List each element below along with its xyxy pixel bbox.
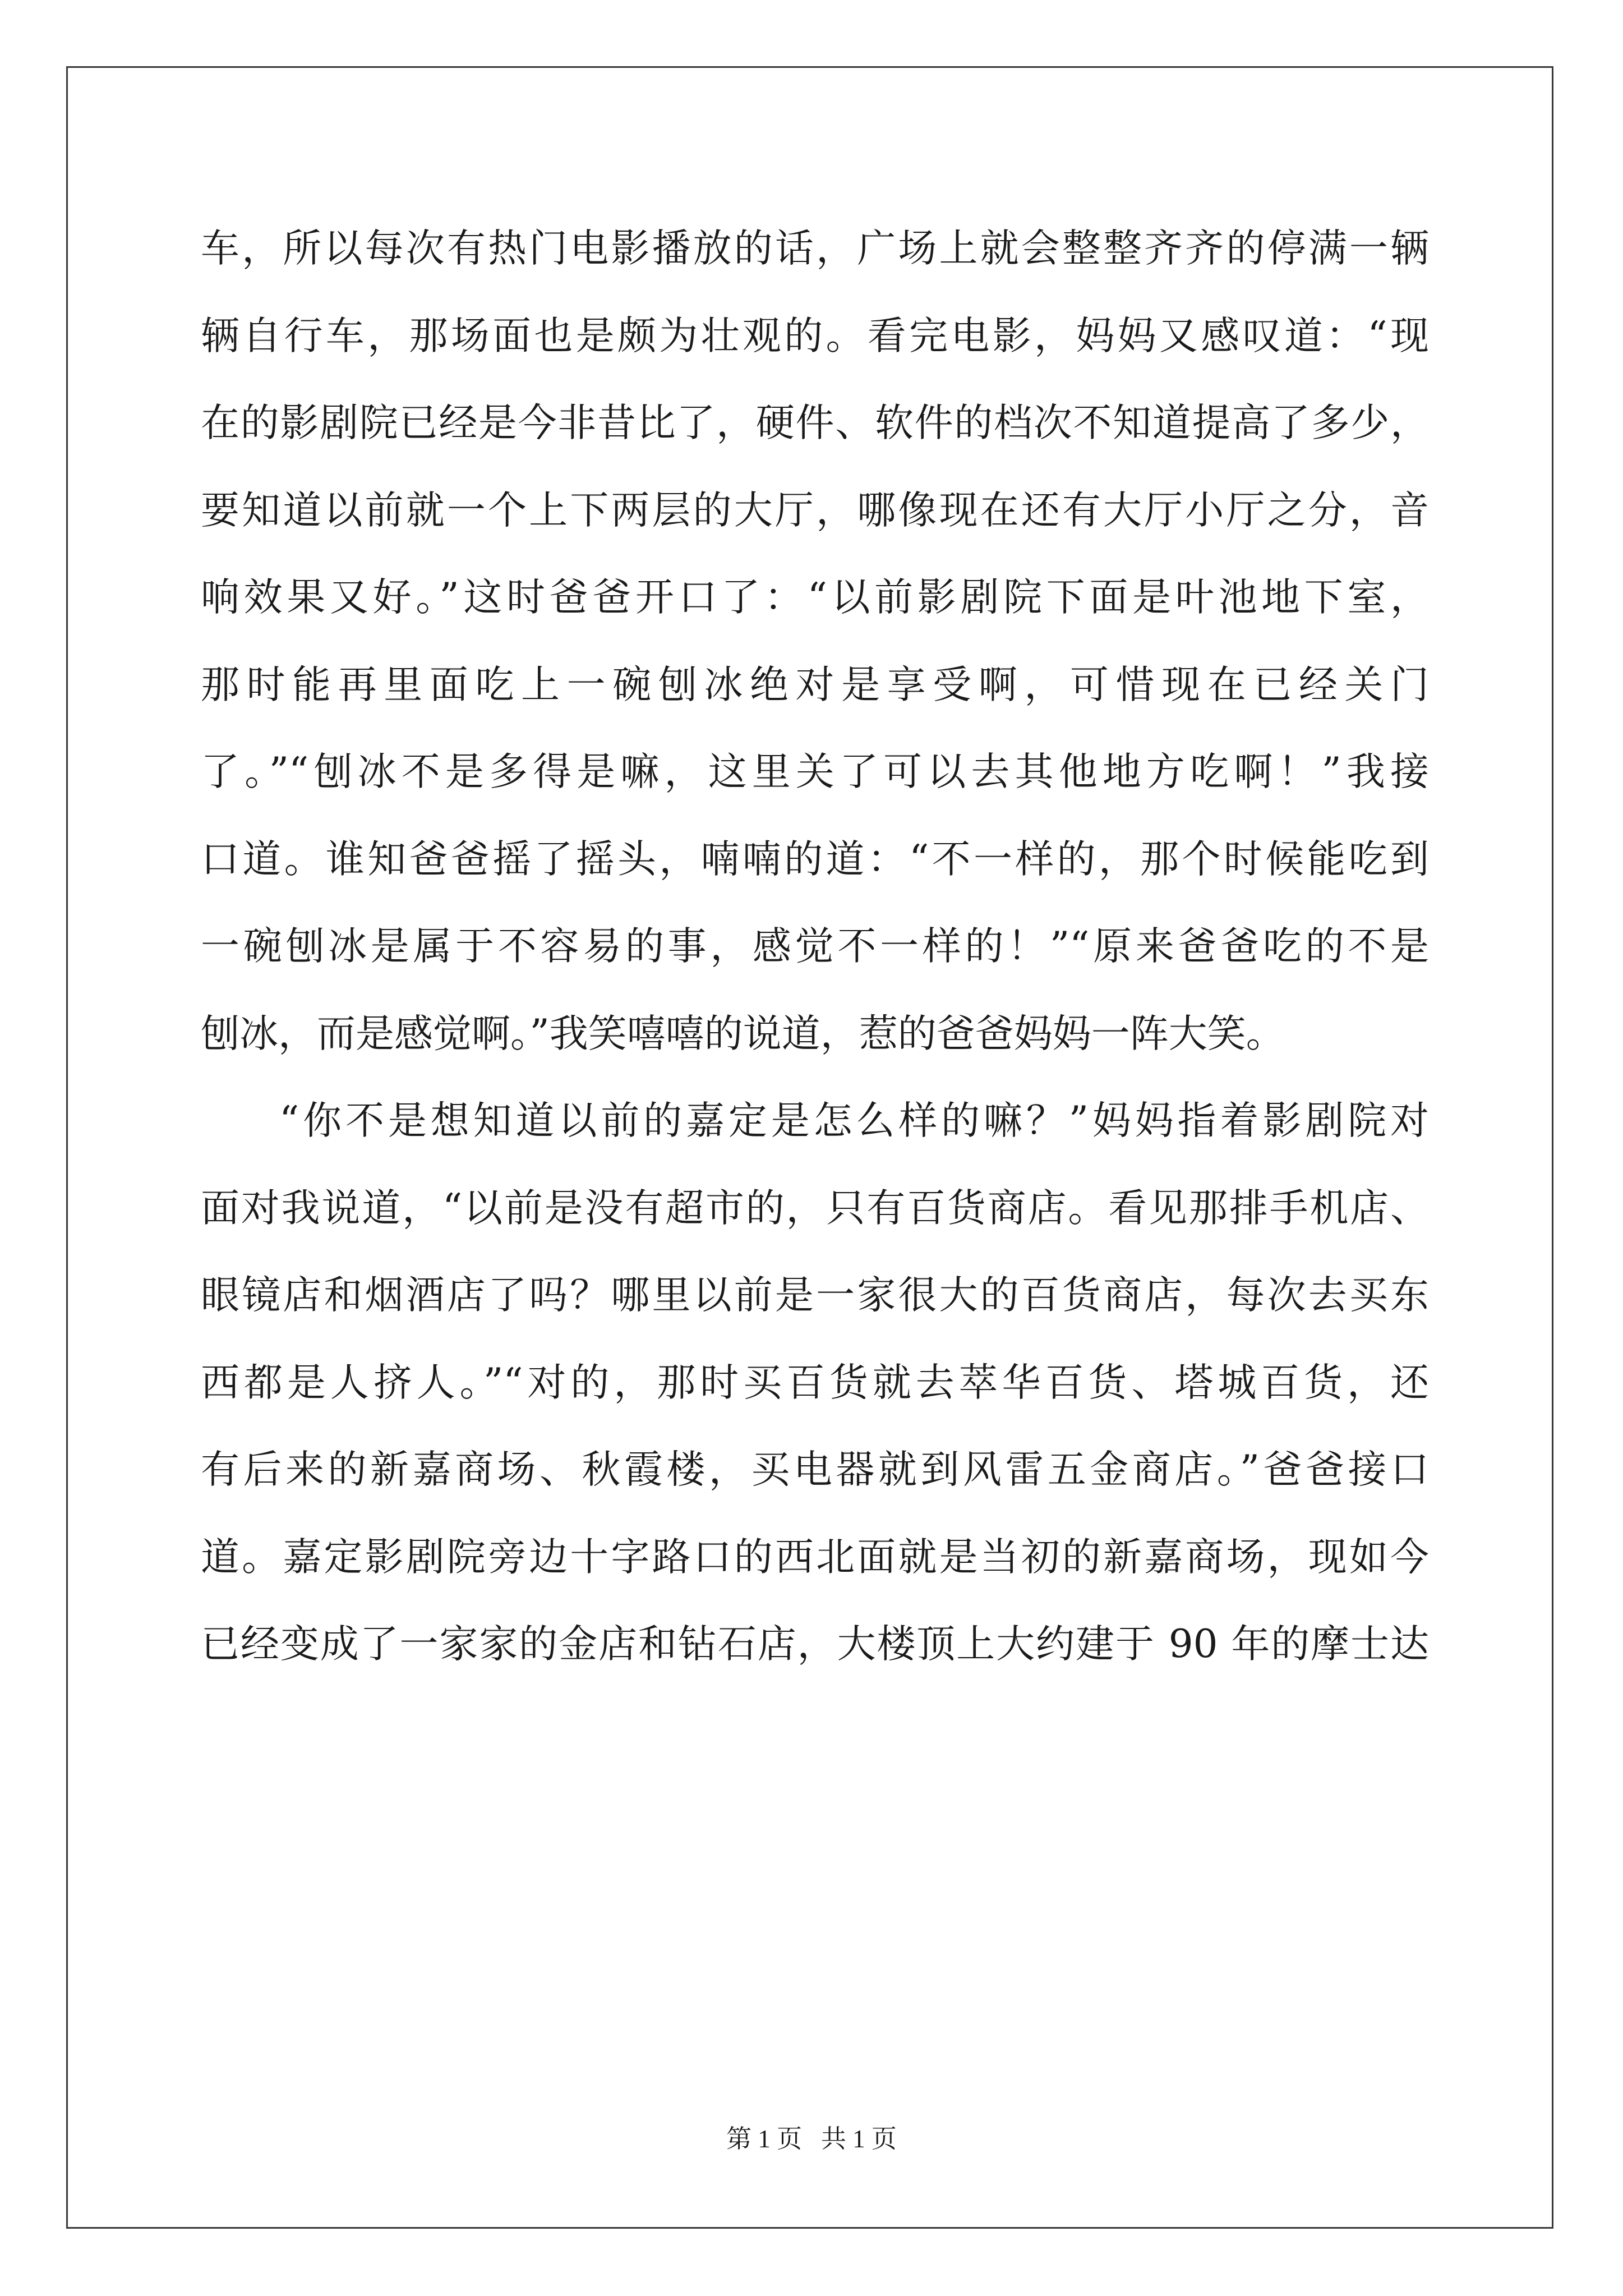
text-line: 车，所以每次有热门电影播放的话，广场上就会整整齐齐的停满一辆 [201,226,1429,271]
text-line: 一碗刨冰是属于不容易的事，感觉不一样的！”“原来爸爸吃的不是 [201,924,1429,969]
document-body [201,218,1429,1701]
text-line: 眼镜店和烟酒店了吗？哪里以前是一家很大的百货商店，每次去买东 [201,1273,1429,1318]
text-line: 刨冰，而是感觉啊。”我笑嘻嘻的说道，惹的爸爸妈妈一阵大笑。 [201,1011,1285,1056]
text-line: 已经变成了一家家的金店和钻石店，大楼顶上大约建于 90 年的摩士达 [201,1622,1429,1667]
paragraph-2 [201,1090,1429,1701]
page-total: 共 1 页 [820,2125,897,2153]
text-line: 在的影剧院已经是今非昔比了，硬件、软件的档次不知道提高了多少， [201,401,1429,445]
page-footer [0,2118,1623,2155]
text-line: 道。嘉定影剧院旁边十字路口的西北面就是当初的新嘉商场，现如今 [201,1534,1429,1580]
text-line: 西都是人挤人。”“对的，那时买百货就去萃华百货、塔城百货，还 [201,1360,1429,1405]
text-line: “你不是想知道以前的嘉定是怎么样的嘛？”妈妈指着影剧院对 [279,1098,1429,1143]
page-number: 第 1 页 [726,2125,803,2153]
paragraph-1 [201,218,1429,1090]
text-line: 辆自行车，那场面也是颇为壮观的。看完电影，妈妈又感叹道：“现 [201,313,1429,358]
text-line: 响效果又好。”这时爸爸开口了：“以前影剧院下面是叶池地下室， [201,575,1429,620]
text-line: 要知道以前就一个上下两层的大厅，哪像现在还有大厅小厅之分，音 [201,487,1429,533]
text-line: 那时能再里面吃上一碗刨冰绝对是享受啊，可惜现在已经关门 [201,662,1429,707]
text-line: 口道。谁知爸爸摇了摇头，喃喃的道：“不一样的，那个时候能吃到 [201,836,1429,882]
text-line: 有后来的新嘉商场、秋霞楼，买电器就到风雷五金商店。”爸爸接口 [201,1447,1429,1492]
text-line: 了。”“刨冰不是多得是嘛，这里关了可以去其他地方吃啊！”我接 [201,749,1429,794]
text-line: 面对我说道，“以前是没有超市的，只有百货商店。看见那排手机店、 [201,1185,1429,1231]
